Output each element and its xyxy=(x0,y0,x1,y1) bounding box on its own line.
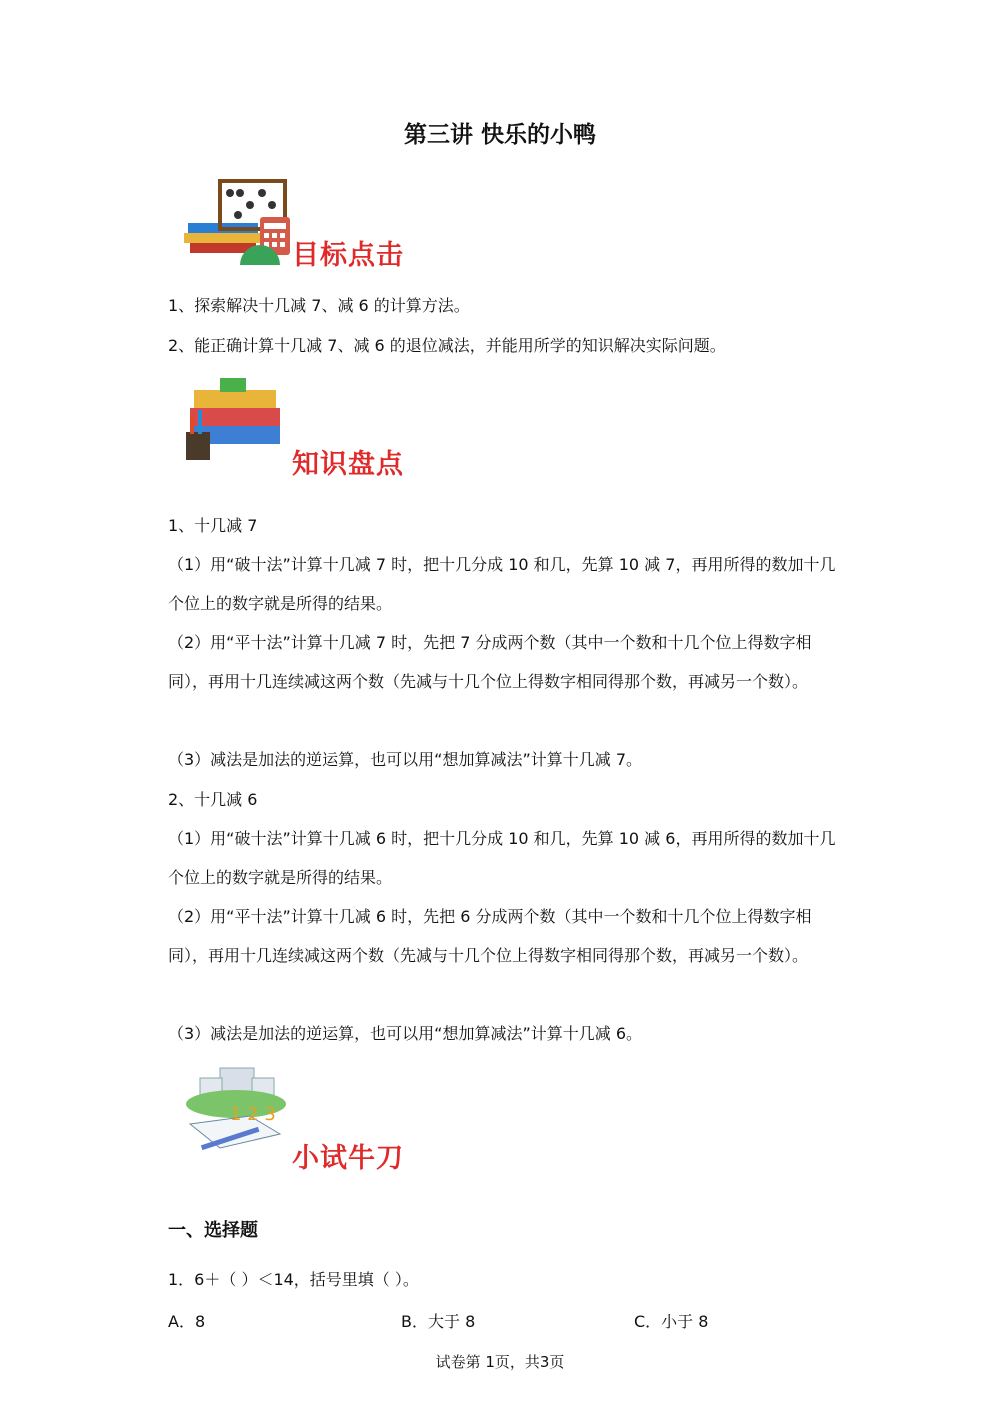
knowledge-paragraph: （1）用“破十法”计算十几减 6 时，把十几分成 10 和几，先算 10 减 6，再用所得的数加十几个位上的数字就是所得的结果。 xyxy=(168,829,836,887)
option-c: C．小于 8 xyxy=(634,1312,709,1331)
knowledge-paragraph: （2）用“平十法”计算十几减 7 时，先把 7 分成两个数（其中一个数和十几个位上得数字相同），再用十几连续减这两个数（先减与十几个位上得数字相同得那个数，再减另一个数）。 xyxy=(168,633,812,691)
question-1: 1．6＋（ ）＜14，括号里填（ ）。 xyxy=(168,1270,419,1289)
knowledge-banner-label: 知识盘点 xyxy=(292,449,404,480)
goal-banner-label: 目标点击 xyxy=(292,240,404,271)
goal-item-1: 1、探索解决十几减 7、减 6 的计算方法。 xyxy=(168,296,470,315)
knowledge-heading-2: 2、十几减 6 xyxy=(168,790,258,809)
abacus-books-icon xyxy=(180,175,300,270)
goal-banner xyxy=(180,175,440,275)
knowledge-paragraph: （3）减法是加法的逆运算，也可以用“想加算减法”计算十几减 7。 xyxy=(168,750,643,769)
page-title: 第三讲 快乐的小鸭 xyxy=(403,122,596,148)
knowledge-paragraph: （3）减法是加法的逆运算，也可以用“想加算减法”计算十几减 6。 xyxy=(168,1024,643,1043)
books-pencil-icon xyxy=(180,370,300,465)
practice-banner xyxy=(180,1064,440,1174)
page-footer: 试卷第 1页，共3页 xyxy=(435,1353,565,1371)
practice-banner-label: 小试牛刀 xyxy=(292,1143,404,1174)
school-math-icon xyxy=(180,1064,300,1159)
option-b: B．大于 8 xyxy=(401,1312,476,1331)
svg-text:1 2 3: 1 2 3 xyxy=(230,1104,276,1125)
knowledge-heading-1: 1、十几减 7 xyxy=(168,516,258,535)
knowledge-paragraph: （1）用“破十法”计算十几减 7 时，把十几分成 10 和几，先算 10 减 7，再用所得的数加十几个位上的数字就是所得的结果。 xyxy=(168,555,836,613)
goal-item-2: 2、能正确计算十几减 7、减 6 的退位减法，并能用所学的知识解决实际问题。 xyxy=(168,336,726,355)
knowledge-paragraph: （2）用“平十法”计算十几减 6 时，先把 6 分成两个数（其中一个数和十几个位上得数字相同），再用十几连续减这两个数（先减与十几个位上得数字相同得那个数，再减另一个数）。 xyxy=(168,907,812,965)
knowledge-banner xyxy=(180,370,440,480)
option-a: A．8 xyxy=(168,1312,206,1331)
section-heading: 一、选择题 xyxy=(168,1220,258,1241)
